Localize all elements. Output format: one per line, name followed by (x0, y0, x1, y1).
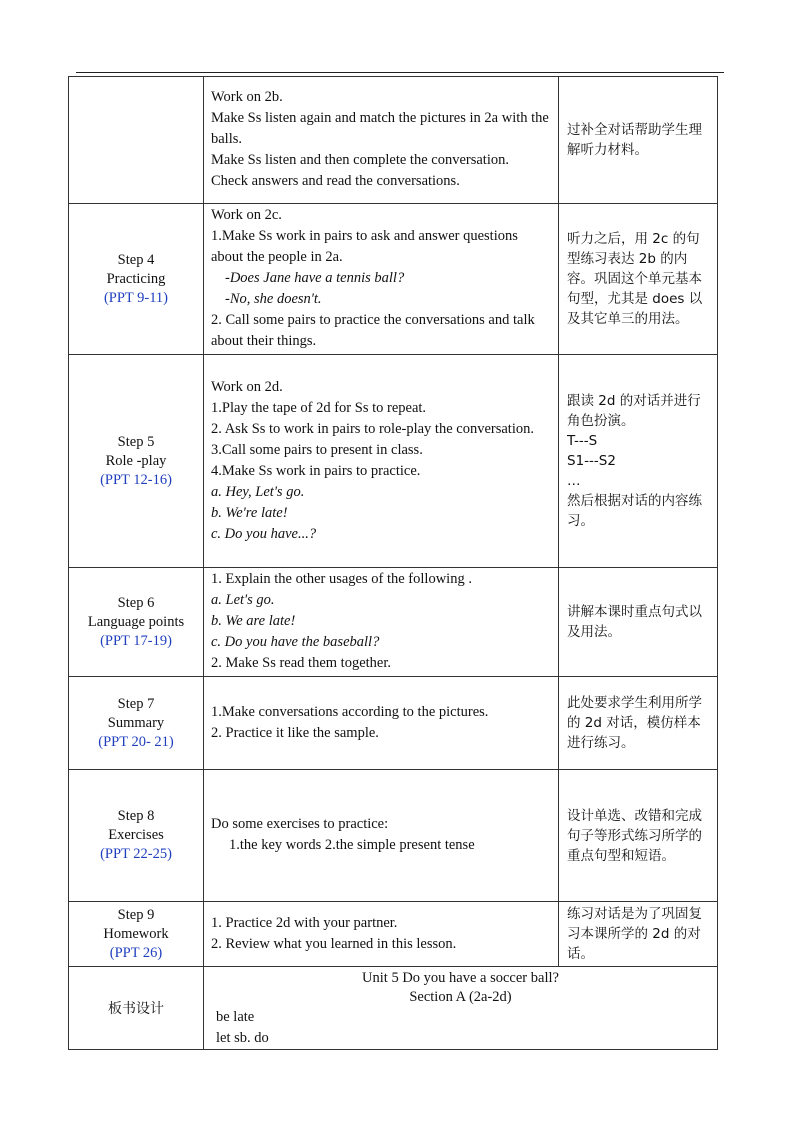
step-label: Step 9 (117, 906, 155, 923)
step-ppt: (PPT 17-19) (100, 632, 172, 649)
activity-line: 2. Review what you learned in this lesson. (211, 935, 457, 952)
activity-line: b. We're late! (211, 504, 288, 521)
activities-cell (204, 677, 559, 770)
step-row (69, 902, 718, 967)
activity-line: Work on 2b. (211, 89, 283, 105)
step-name: Role -play (105, 452, 167, 469)
step-cell (69, 77, 204, 204)
activity-line: 4.Make Ss work in pairs to practice. (211, 462, 421, 479)
step-cell (69, 204, 204, 355)
step-row (69, 204, 718, 355)
note-line: 过补全对话帮助学生理解听力材料。 (567, 122, 702, 158)
board-design-row (69, 967, 718, 1050)
activity-line: 2. Make Ss read them together. (211, 655, 391, 671)
step-cell (69, 677, 204, 770)
notes-cell (559, 355, 718, 568)
notes-cell (559, 677, 718, 770)
note-line: 讲解本课时重点句式以及用法。 (567, 604, 702, 640)
note-line: 设计单选、改错和完成句子等形式练习所学的重点句型和短语。 (567, 807, 702, 864)
step-name: Exercises (108, 827, 164, 843)
activity-line: Make Ss listen again and match the pictures in 2a with the balls. (211, 110, 549, 147)
activity-line: a. Hey, Let's go. (211, 483, 305, 500)
activity-line: b. We are late! (211, 613, 296, 629)
step-cell (69, 568, 204, 677)
activities-cell (204, 770, 559, 902)
step-name: Language points (87, 613, 185, 630)
note-line: T---S (567, 433, 598, 449)
note-line: 然后根据对话的内容练习。 (567, 493, 702, 529)
activity-line: 1.Play the tape of 2d for Ss to repeat. (211, 399, 427, 416)
notes-cell (559, 77, 718, 204)
activity-line: 1. Practice 2d with your partner. (211, 914, 398, 931)
activity-line: 1. Explain the other usages of the following . (211, 571, 472, 587)
activities-cell (204, 77, 559, 204)
notes-cell (559, 902, 718, 967)
step-row (69, 568, 718, 677)
step-label: Step 8 (117, 808, 155, 824)
step-cell (69, 770, 204, 902)
note-line: S1---S2 (567, 453, 616, 469)
notes-cell (559, 568, 718, 677)
note-line: … (567, 473, 581, 489)
activity-line: 1.Make conversations according to the pictures. (211, 703, 489, 720)
activity-line: Make Ss listen and then complete the conversation. (211, 152, 509, 168)
activities-cell (204, 204, 559, 355)
note-line: 此处要求学生利用所学的 2d 对话，模仿样本进行练习。 (567, 695, 702, 751)
activity-line: Work on 2c. (211, 207, 282, 223)
activity-line: Do some exercises to practice: (211, 816, 389, 832)
step-ppt: (PPT 22-25) (100, 846, 172, 862)
step-label: Step 7 (117, 695, 155, 712)
step-row (69, 677, 718, 770)
notes-cell (559, 770, 718, 902)
activity-line: c. Do you have the baseball? (211, 634, 380, 650)
activity-line: Check answers and read the conversations. (211, 173, 460, 189)
activity-line: 2. Ask Ss to work in pairs to role-play the conversation. (211, 420, 534, 437)
activity-line: 2. Practice it like the sample. (211, 724, 379, 741)
activity-line: 3.Call some pairs to present in class. (211, 441, 423, 458)
board-line: let sb. do (216, 1030, 269, 1046)
activity-line: a. Let's go. (211, 592, 275, 608)
step-ppt: (PPT 26) (109, 944, 163, 961)
step-name: Homework (103, 925, 169, 942)
step-ppt: (PPT 12-16) (100, 471, 172, 488)
step-name: Practicing (106, 270, 166, 287)
note-line: 听力之后，用 2c 的句型练习表达 2b 的内容。巩固这个单元基本句型，尤其是 does 以及其它单三的用法。 (567, 231, 703, 327)
step-cell (69, 902, 204, 967)
activity-line: Work on 2d. (211, 378, 283, 395)
activities-cell (204, 568, 559, 677)
note-line: 跟读 2d 的对话并进行角色扮演。 (567, 393, 701, 429)
board-design-label: 板书设计 (69, 967, 204, 1050)
activity-line: -Does Jane have a tennis ball? (225, 270, 405, 286)
step-label: Step 6 (117, 594, 155, 611)
board-title: Unit 5 Do you have a soccer ball? (362, 970, 559, 986)
note-line: 练习对话是为了巩固复习本课所学的 2d 的对话。 (567, 906, 702, 962)
board-subtitle: Section A (2a-2d) (409, 989, 512, 1005)
notes-cell (559, 204, 718, 355)
step-label: Step 4 (117, 251, 155, 268)
activity-line: c. Do you have...? (211, 525, 317, 542)
activities-cell (204, 902, 559, 967)
activity-line: 1.Make Ss work in pairs to ask and answer questions about the people in 2a. (211, 228, 518, 265)
step-ppt: (PPT 20- 21) (98, 733, 174, 750)
step-label: Step 5 (117, 433, 155, 450)
step-cell (69, 355, 204, 568)
activity-line: 2. Call some pairs to practice the conversations and talk about their things. (211, 312, 535, 349)
step-row (69, 770, 718, 902)
board-line: be late (216, 1009, 255, 1025)
step-name: Summary (107, 714, 165, 731)
activities-cell (204, 355, 559, 568)
step-row (69, 77, 718, 204)
board-design-content (204, 967, 718, 1050)
lesson-plan-table (68, 76, 718, 1050)
step-row (69, 355, 718, 568)
header-rule (76, 72, 724, 73)
activity-line: -No, she doesn't. (225, 291, 322, 307)
activity-line: 1.the key words 2.the simple present tense (229, 837, 475, 853)
step-ppt: (PPT 9-11) (103, 289, 169, 306)
